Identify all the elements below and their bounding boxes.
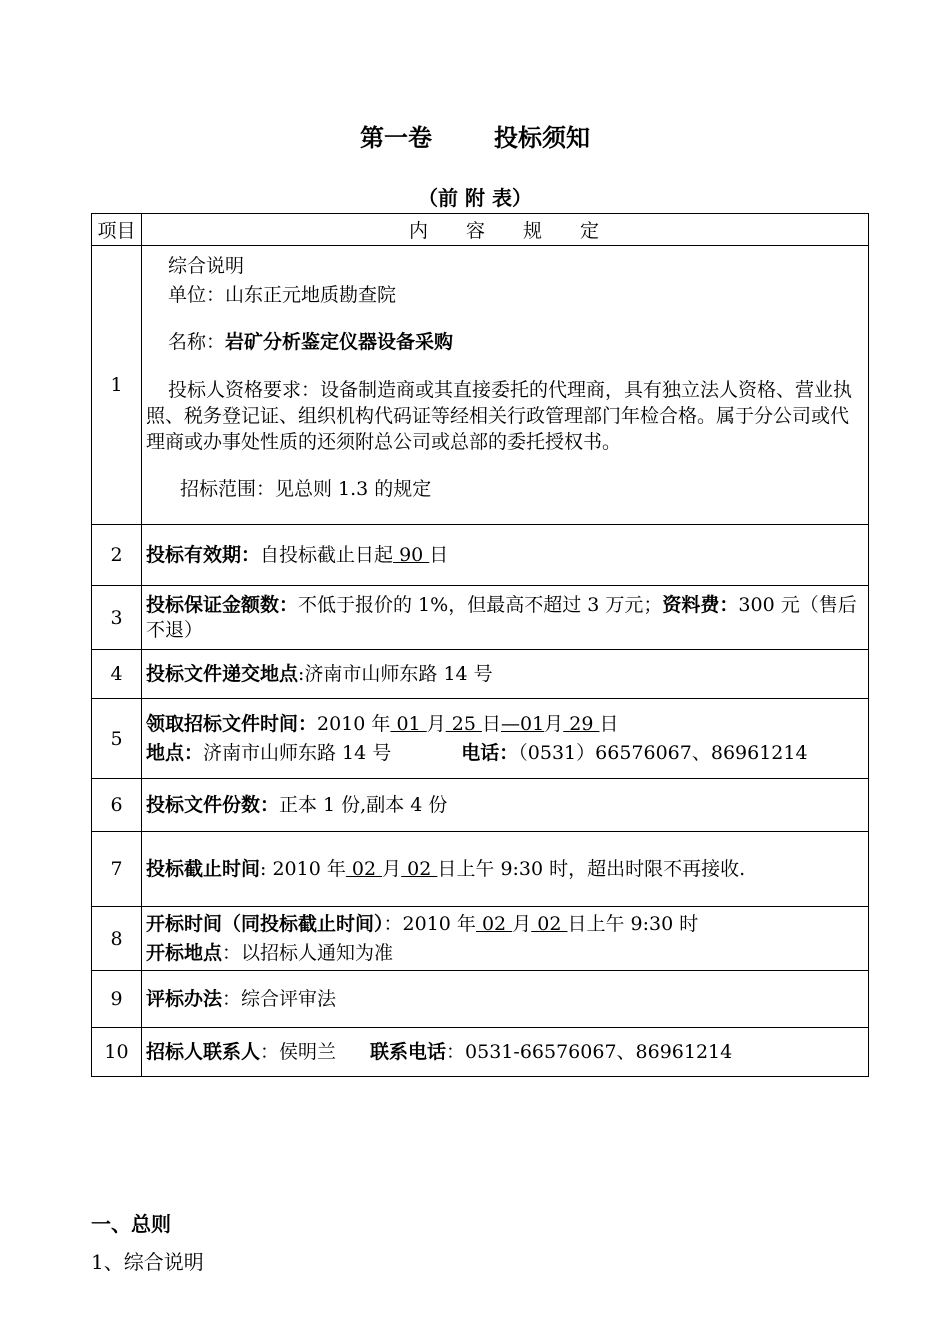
row-number: 9 xyxy=(92,971,142,1028)
row-content: 评标办法：综合评审法 xyxy=(142,971,869,1028)
row-content: 投标文件份数：正本 1 份,副本 4 份 xyxy=(142,779,869,832)
row-number: 5 xyxy=(92,699,142,779)
table-row xyxy=(92,650,869,699)
table-row xyxy=(92,832,869,907)
table-row xyxy=(92,699,869,779)
table-row xyxy=(92,779,869,832)
opening-time-line: 开标时间（同投标截止时间）：2010 年 02 月 02 日上午 9:30 时 xyxy=(146,912,699,935)
row-number: 2 xyxy=(92,525,142,586)
row-number: 8 xyxy=(92,907,142,971)
table-row xyxy=(92,246,869,525)
header-item: 项目 xyxy=(92,214,142,246)
row-number: 3 xyxy=(92,586,142,650)
table-row xyxy=(92,907,869,971)
unit-line: 单位：山东正元地质勘查院 xyxy=(168,284,397,306)
row-number: 10 xyxy=(92,1028,142,1077)
table-row xyxy=(92,971,869,1028)
table-row xyxy=(92,1028,869,1077)
pickup-time-line: 领取招标文件时间：2010 年 01 月 25 日—01月 29 日 xyxy=(146,712,619,735)
row-number: 4 xyxy=(92,650,142,699)
row-content: 投标文件递交地点:济南市山师东路 14 号 xyxy=(142,650,869,699)
row-number: 1 xyxy=(92,246,142,525)
table-row xyxy=(92,586,869,650)
table-header-row xyxy=(92,214,869,246)
appendix-table xyxy=(91,213,869,1077)
project-name-line: 名称：岩矿分析鉴定仪器设备采购 xyxy=(168,331,454,353)
table-row xyxy=(92,525,869,586)
section-item: 1、综合说明 xyxy=(91,1250,204,1274)
qualification-text: 投标人资格要求：设备制造商或其直接委托的代理商，具有独立法人资格、营业执照、税务登记证、组织机构代码证等经相关行政管理部门年检合格。属于分公司或代理商或办事处性质的还须附总公司或总部的委托授权书。 xyxy=(146,379,853,453)
row-content: 投标保证金额数：不低于报价的 1%，但最高不超过 3 万元；资料费：300 元（售后不退） xyxy=(142,586,869,650)
row-content xyxy=(142,246,869,525)
overview-label: 综合说明 xyxy=(168,255,245,277)
row-content xyxy=(142,699,869,779)
scope-line: 招标范围：见总则 1.3 的规定 xyxy=(180,478,432,500)
header-content: 内 容 规 定 xyxy=(142,214,869,246)
row-number: 6 xyxy=(92,779,142,832)
table-caption: （前 附 表） xyxy=(418,186,532,210)
row-content: 投标截止时间: 2010 年 02 月 02 日上午 9:30 时，超出时限不再接收. xyxy=(142,832,869,907)
row-number: 7 xyxy=(92,832,142,907)
title-subject: 投标须知 xyxy=(494,124,590,152)
pickup-place-line: 地点：济南市山师东路 14 号 电话：（0531）66576067、86961214 xyxy=(146,741,808,764)
section-heading: 一、总则 xyxy=(91,1212,171,1236)
row-content: 投标有效期：自投标截止日起 90 日 xyxy=(142,525,869,586)
opening-place-line: 开标地点：以招标人通知为准 xyxy=(146,941,394,964)
document-title xyxy=(0,118,950,153)
row-content: 招标人联系人：侯明兰 联系电话：0531-66576067、86961214 xyxy=(142,1028,869,1077)
row-content xyxy=(142,907,869,971)
title-volume: 第一卷 xyxy=(360,124,432,152)
